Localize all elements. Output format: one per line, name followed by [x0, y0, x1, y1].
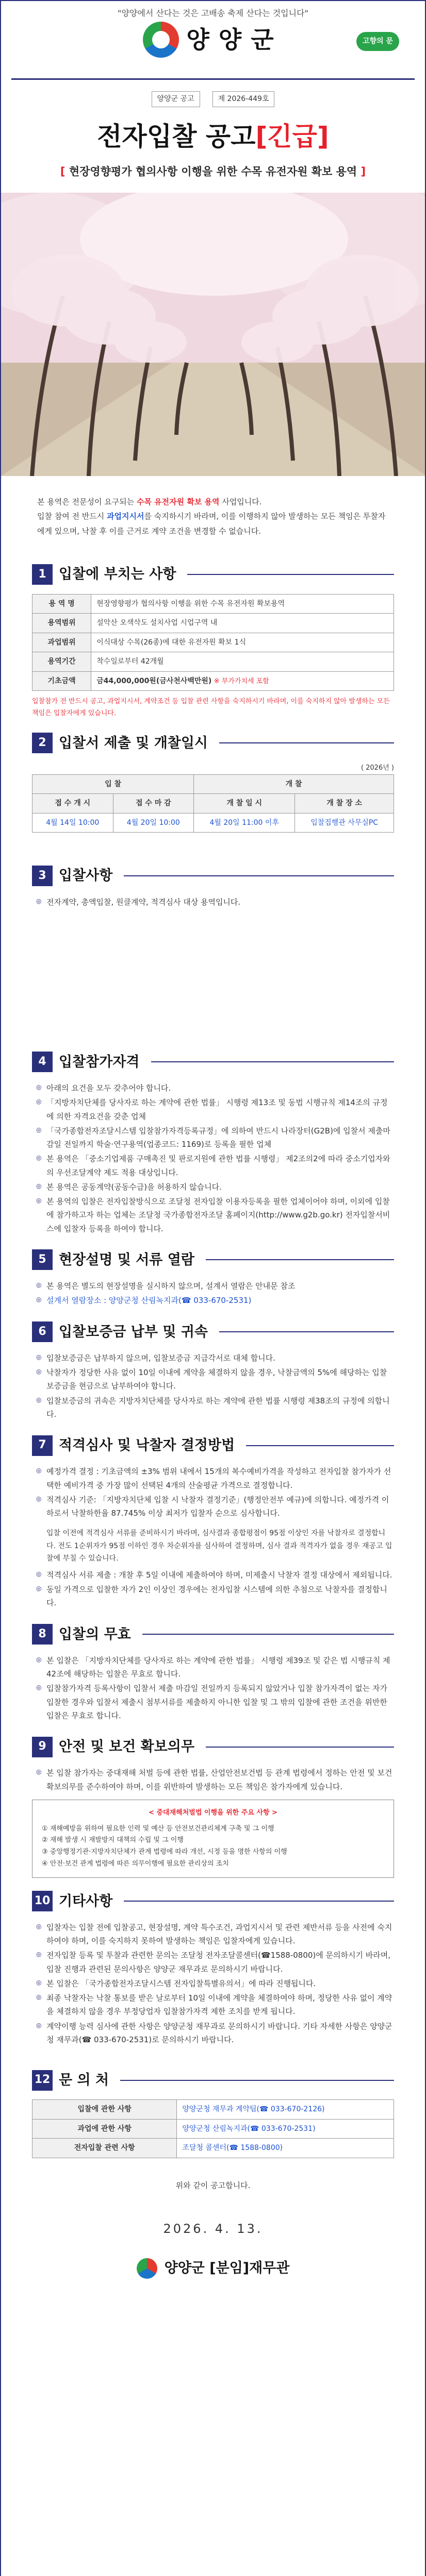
header-rule	[11, 78, 415, 80]
section-heading: 5 현장설명 및 서류 열람	[32, 1248, 394, 1272]
list-item: ◎ 동일 가격으로 입찰한 자가 2인 이상인 경우에는 전자입찰 시스템에 의한 추첨으로 낙찰자를 결정합니다.	[36, 1583, 394, 1610]
notice-dept: 양양군 공고	[152, 91, 200, 107]
footer-signature	[1, 2256, 425, 2280]
issuer-name: 양양군 [분임]재무관	[164, 2260, 290, 2276]
section-heading: 2 입찰서 제출 및 개찰일시	[32, 731, 394, 755]
list-item: ◎ 예정가격 결정 : 기초금액의 ±3% 범위 내에서 15개의 복수예비가격을 작성하고 전자입찰 참가자가 선택한 예비가격 중 가장 많이 선택된 4개의 산술평균 가격으로 결정합니다.	[36, 1465, 394, 1492]
list-item: ◎ 아래의 요건을 모두 갖추어야 합니다.	[36, 1081, 394, 1095]
list-item: ◎ 본 입찰은 「지방자치단체를 당사자로 하는 계약에 관한 법률」 시행령 제39조 및 같은 법 시행규칙 제42조에 해당하는 입찰은 무효로 합니다.	[36, 1654, 394, 1681]
brand-tag: 고향의 문	[356, 32, 399, 51]
section-safety	[32, 1723, 394, 1878]
bid-items-table	[32, 594, 394, 691]
schedule-year: ( 2026년 )	[361, 764, 394, 772]
section-eligibility	[32, 1039, 394, 1235]
subtitle-text: 현장영향평가 협의사항 이행을 위한 수목 유전자원 확보 용역	[69, 165, 357, 178]
list-item: ◎ 입찰보증금의 귀속은 지방자치단체를 당사자로 하는 계약에 관한 법률 시행령 제38조의 규정에 의합니다.	[36, 1394, 394, 1421]
bid-note: 입찰참가 전 반드시 공고, 과업지시서, 계약조건 등 입찰 관련 사항을 숙지하시기 바라며, 이를 숙지하지 않아 발생하는 모든 책임은 입찰자에게 있습니다.	[32, 698, 390, 717]
safety-box: < 중대재해처벌법 이행을 위한 주요 사항 > ① 재해예방을 위하여 필요한 인력 및 예산 등 안전보건관리체계 구축 및 그 이행 ② 재해 발생 시 재발방지 대책의 수립 및 그 이행 ③ 중앙행정기관·지방자치단체가 관계 법령에 따라 개선, 시정 등을 명한 사항의 이행 ④ 안전·보건 관계 법령에 따른 의무이행에 필요한 관리상의 조치	[32, 1800, 394, 1878]
list-item: ◎ 전자계약, 총액입찰, 원클계약, 적격심사 대상 용역입니다.	[36, 895, 394, 909]
list-item: ◎ 본 입찰은 「국가종합전자조달시스템 전자입찰특별유의서」에 따라 진행됩니다.	[36, 1977, 394, 1990]
list-item: ◎ 계약이행 능력 심사에 관한 사항은 양양군청 재무과로 문의하시기 바랍니다. 기타 자세한 사항은 양양군청 재무과(☎ 033-670-2531)로 문의하시기 바랍니다.	[36, 2020, 394, 2047]
section-number: 1	[32, 564, 53, 585]
title-tag: [긴급]	[255, 121, 329, 151]
cherry-blossom-photo	[1, 193, 425, 476]
list-item: ◎ 입찰참가자격 등록사항이 입찰서 제출 마감일 전일까지 등록되지 않았거나 입찰 참가자격이 없는 자가 입찰한 경우와 입찰서 제출시 첨부서류를 제출하지 아니한 입찰 및 그 밖의 입찰에 관한 조건을 위반한 입찰은 무효로 합니다.	[36, 1682, 394, 1722]
page-title	[1, 114, 425, 160]
section-heading: 9 안전 및 보건 확보의무	[32, 1735, 394, 1759]
schedule-table: 입 찰 개 찰 접 수 개 시 접 수 마 감 개 찰 일 시 개 찰 장 소 4월 14일 10:00 4월 20일 10:00 4월 20일 11:00 이후 입찰집행관 사무실PC	[32, 774, 394, 833]
section-bid-bond	[32, 1309, 394, 1421]
notice-meta	[1, 91, 425, 107]
list-item: ◎ 입찰보증금은 납부하지 않으며, 입찰보증금 지급각서로 대체 합니다.	[36, 1351, 394, 1365]
table-row: 과업에 관한 사항 양양군청 산림녹지과(☎ 033-670-2531)	[32, 2119, 394, 2139]
list-item: ◎ 본 용역은 공동계약(공동수급)을 허용하지 않습니다.	[36, 1180, 394, 1194]
slogan-text: "양양에서 산다는 것은 고배송 축제 산다는 것입니다"	[118, 8, 308, 18]
list-item: ◎ 최종 낙찰자는 낙찰 통보를 받은 날로부터 10일 이내에 계약을 체결하여야 하며, 정당한 사유 없이 계약을 체결하지 않을 경우 부정당업자 입찰참가자격 제한 조치를 받게 됩니다.	[36, 1991, 394, 2019]
cherry-blossom-illustration	[1, 193, 425, 476]
table-row: 용역기간 착수일로부터 42개월	[32, 652, 394, 672]
header	[1, 1, 425, 78]
task-spec-highlight: 과업지시서	[107, 512, 144, 521]
contacts-table	[32, 2099, 394, 2158]
section-schedule	[32, 720, 394, 833]
section-number: 5	[32, 1249, 53, 1270]
section-number: 3	[32, 866, 53, 886]
title-main: 전자입찰 공고	[97, 121, 256, 151]
list-item: ◎ 본 입찰 참가자는 중대재해 처벌 등에 관한 법률, 산업안전보건법 등 관계 법령에서 정하는 안전 및 보건 확보의무를 준수하여야 하며, 이를 위반하여 발생하는 모든 책임은 참가자에게 있습니다.	[36, 1766, 394, 1793]
list-item: ◎ 「지방자치단체를 당사자로 하는 계약에 관한 법률」 시행령 제13조 및 동법 시행규칙 제14조의 규정에 의한 자격요건을 갖춘 업체	[36, 1096, 394, 1123]
section-number: 9	[32, 1737, 53, 1757]
list-item: ◎ 본 용역은 별도의 현장설명을 실시하지 않으며, 설계서 열람은 안내문 참조	[36, 1279, 394, 1293]
list-item: ◎ 「국가종합전자조달시스템 입찰참가자격등록규정」에 의하여 반드시 나라장터(G2B)에 입찰서 제출마감일 전일까지 학술·연구용역(업종코드: 1169)로 등록을 필한 업체	[36, 1124, 394, 1151]
notice-date: 2026. 4. 13.	[163, 2222, 263, 2236]
table-row: 입찰에 관한 사항 양양군청 재무과 계약팀(☎ 033-670-2126)	[32, 2100, 394, 2120]
section-number: 7	[32, 1435, 53, 1456]
section-heading: 1 입찰에 부치는 사항	[32, 562, 394, 586]
table-row: 용 역 명 현장영향평가 협의사항 이행을 위한 수목 유전자원 확보용역	[32, 594, 394, 614]
list-item: ◎ 적격심사 기준: 「지방자치단체 입찰 시 낙찰자 결정기준」(행정안전부 예규)에 의합니다. 예정가격 이하로서 낙찰하한율 87.745% 이상 최저가 입찰자 순으로 심사합니다.	[36, 1493, 394, 1520]
notice-number: 제 2026-449호	[212, 91, 275, 107]
section-heading: 3 입찰사항	[32, 863, 394, 888]
county-emblem-icon	[137, 2258, 157, 2279]
list-item: ◎ 본 용역의 입찰은 전자입찰방식으로 조달청 전자입찰 이용자등록을 필한 업체이어야 하며, 이외에 입찰에 참가하고자 하는 업체는 조달청 국가종합전자조달 홈페이지(http://www.g2b.go.kr) 전자입찰서비스에 입찰자 등록을 하여야 합니다.	[36, 1195, 394, 1235]
section-invalid-bids	[32, 1611, 394, 1723]
section-heading: 10 기타사항	[32, 1889, 394, 1913]
list-item: ◎ 적격심사 서류 제출 : 개찰 후 5일 이내에 제출하여야 하며, 미제출시 낙찰자 결정 대상에서 제외됩니다.	[36, 1568, 394, 1582]
section-bid-type	[32, 833, 394, 909]
table-row: 기초금액 금44,000,000원(금사천사백만원) ※ 부가가치세 포함	[32, 671, 394, 691]
list-item: ◎ 입찰자는 입찰 전에 입찰공고, 현장설명, 계약 특수조건, 과업지시서 및 관련 제반서류 등을 사전에 숙지하여야 하며, 이를 숙지하지 못하여 발생하는 책임은 입찰자에게 있습니다.	[36, 1921, 394, 1948]
section-number: 6	[32, 1321, 53, 1342]
section-other	[32, 1878, 394, 2047]
service-highlight: 수목 유전자원 확보 용역	[136, 497, 220, 506]
closing-notice: 위와 같이 공고합니다.	[175, 2180, 251, 2190]
table-row: 용역범위 설악산 오색삭도 설치사업 시업구역 내	[32, 614, 394, 633]
county-logo	[143, 19, 283, 61]
section-contacts	[32, 2047, 394, 2158]
intro-text: 본 용역은 전문성이 요구되는 수목 유전자원 확보 용역 사업입니다. 입찰 참여 전 반드시 과업지시서를 숙지하시기 바라며, 이를 이행하지 않아 발생하는 모든 책임은 투찰자에게 있으며, 낙찰 후 이를 근거로 계약 조건을 변경할 수 없습니다.	[37, 497, 386, 536]
subtitle: [ 현장영향평가 협의사항 이행을 위한 수목 유전자원 확보 용역 ]	[60, 165, 366, 178]
section-heading: 6 입찰보증금 납부 및 귀속	[32, 1320, 394, 1344]
section-award-method	[32, 1422, 394, 1610]
table-row: 4월 14일 10:00 4월 20일 10:00 4월 20일 11:00 이후 입찰집행관 사무실PC	[32, 813, 394, 833]
section-heading: 7 적격심사 및 낙찰자 결정방법	[32, 1433, 394, 1458]
section-heading: 4 입찰참가자격	[32, 1050, 394, 1074]
list-item: ◎ 본 용역은 「중소기업제품 구매촉진 및 판로지원에 관한 법률 시행령」 제2조의2에 따라 중소기업자와의 우선조달계약 제도 적용 대상입니다.	[36, 1152, 394, 1179]
section-number: 8	[32, 1624, 53, 1645]
section-number: 10	[32, 1891, 53, 1911]
table-row: 과업범위 이식대상 수목(26종)에 대한 유전자원 확보 1식	[32, 633, 394, 652]
list-item: ◎ 전자입찰 등록 및 투찰과 관련한 문의는 조달청 전자조달콜센터(☎1588-0800)에 문의하시기 바라며, 입찰 진행과 관련된 문의사항은 양양군 재무과로 문의하시기 바랍니다.	[36, 1948, 394, 1976]
section-site-briefing	[32, 1236, 394, 1308]
section-number: 2	[32, 733, 53, 753]
section-number: 12	[32, 2070, 53, 2091]
list-item: ◎ 낙찰자가 정당한 사유 없이 10일 이내에 계약을 체결하지 않을 경우, 낙찰금액의 5%에 해당하는 입찰보증금을 현금으로 납부하여야 합니다.	[36, 1366, 394, 1393]
county-emblem-icon	[143, 22, 179, 58]
section-heading: 8 입찰의 무효	[32, 1622, 394, 1647]
table-row: 전자입찰 관련 사항 조달청 콜센터(☎ 1588-0800)	[32, 2139, 394, 2158]
section-number: 4	[32, 1052, 53, 1072]
section-bid-items	[32, 551, 394, 720]
award-body: 입찰 이전에 적격심사 서류를 준비하시기 바라며, 심사결과 종합평점이 95점 이상인 자를 낙찰자로 결정합니다. 전도 1순위자가 95점 이하인 경우 차순위자를 심사하여 결정하며, 심사 결과 적격자가 없을 경우 재공고 입찰에 부칠 수 있습니다.	[46, 1529, 392, 1563]
section-heading: 12 문 의 처	[32, 2068, 394, 2092]
list-item: ◎ 설계서 열람장소 : 양양군청 산림녹지과(☎ 033-670-2531)	[36, 1294, 394, 1307]
county-name: 양양군	[186, 25, 283, 54]
